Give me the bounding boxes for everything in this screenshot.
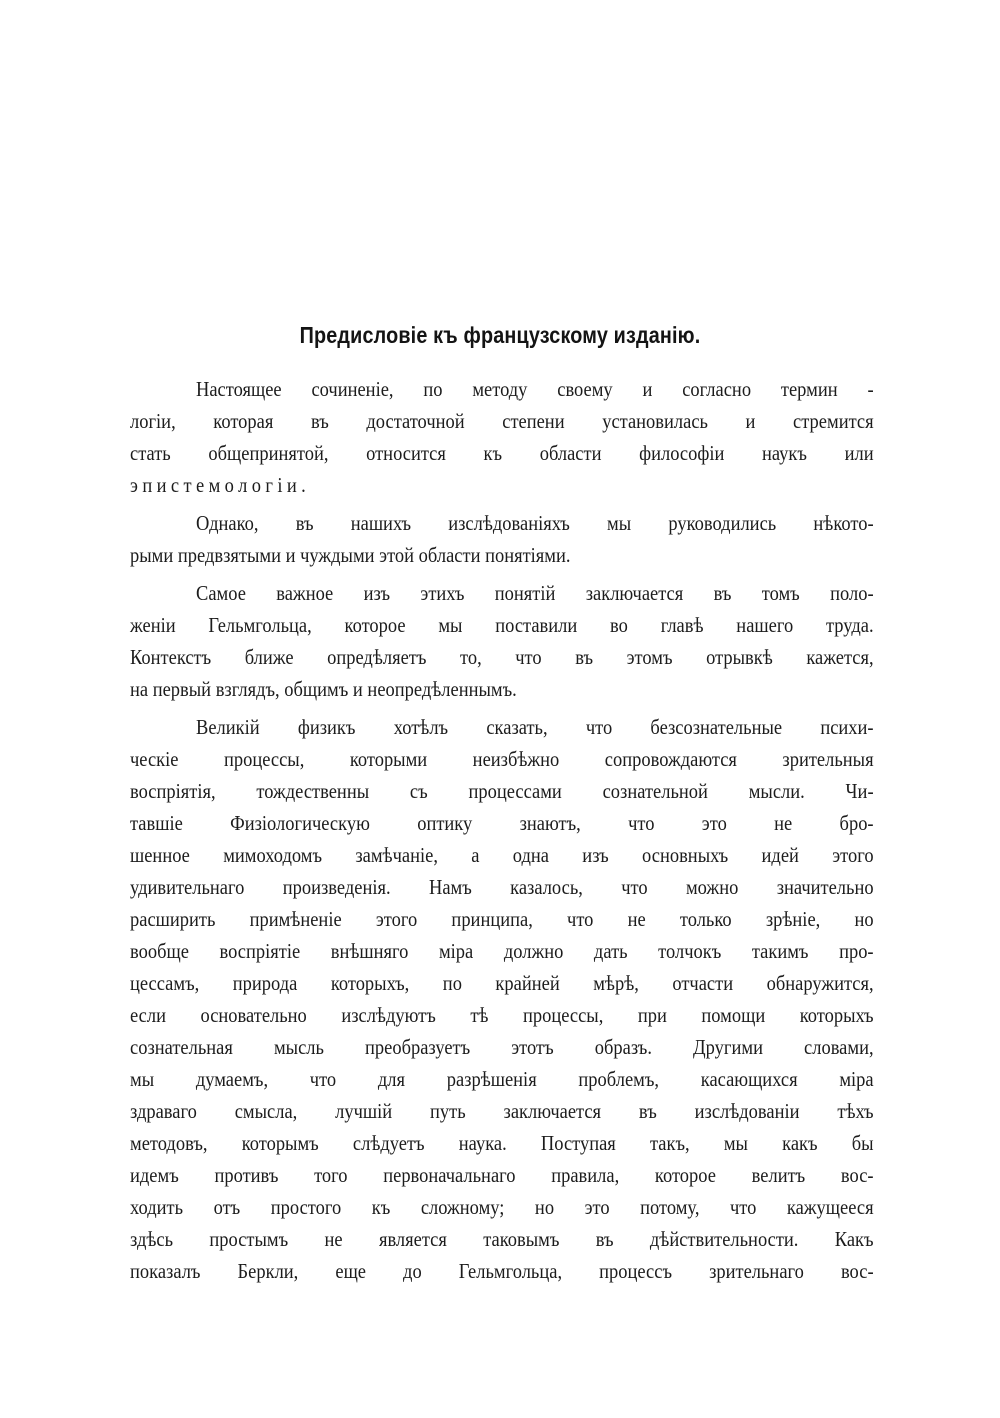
page-title: Предисловіе къ французскому изданію.: [299, 322, 701, 348]
text-line: ходить отъ простого къ сложному; но это потому, что кажущееся: [130, 1195, 874, 1219]
text-line: показалъ Беркли, еще до Гельмгольца, процессъ зрительнаго вос-: [130, 1259, 874, 1283]
text-line: цессамъ, природа которыхъ, по крайней мѣрѣ, отчасти обнаружится,: [130, 971, 874, 995]
text-line: здраваго смысла, лучшій путь заключается въ изслѣдованіи тѣхъ: [130, 1099, 874, 1123]
text-line: удивительнаго произведенія. Намъ казалось, что можно значительно: [130, 875, 874, 899]
text-line: Однако, въ нашихъ изслѣдованіяхъ мы руководились нѣкото-: [196, 511, 874, 535]
text-line: логіи, которая въ достаточной степени установилась и стремится: [130, 409, 874, 433]
text-line: шенное мимоходомъ замѣчаніе, а одна изъ основныхъ идей этого: [130, 843, 874, 867]
text-line: воспріятія, тождественны съ процессами сознательной мысли. Чи-: [130, 779, 874, 803]
text-line: тавшіе Физіологическую оптику знаютъ, что это не бро-: [130, 811, 874, 835]
text-line: Контекстъ ближе опредѣляетъ то, что въ этомъ отрывкѣ кажется,: [130, 645, 874, 669]
text-line: Великій физикъ хотѣлъ сказать, что безсознательные психи-: [196, 715, 874, 739]
text-line: сознательная мысль преобразуетъ этотъ образъ. Другими словами,: [130, 1035, 874, 1059]
text-line: ческіе процессы, которыми неизбѣжно сопровождаются зрительныя: [130, 747, 874, 771]
text-line: рыми предвзятыми и чуждыми этой области понятіями.: [130, 543, 571, 567]
text-line: расширить примѣненіе этого принципа, что не только зрѣніе, но: [130, 907, 874, 931]
text-line: вообще воспріятіе внѣшняго міра должно дать толчокъ такимъ про-: [130, 939, 874, 963]
text-line: здѣсь простымъ не является таковымъ въ дѣйствительности. Какъ: [130, 1227, 874, 1251]
text-line: методовъ, которымъ слѣдуетъ наука. Поступая такъ, мы какъ бы: [130, 1131, 874, 1155]
text-line: эпистемологіи.: [130, 473, 311, 497]
text-line: мы думаемъ, что для разрѣшенія проблемъ, касающихся міра: [130, 1067, 874, 1091]
text-line: на первый взглядъ, общимъ и неопредѣленнымъ.: [130, 677, 517, 701]
text-line: идемъ противъ того первоначальнаго правила, которое велитъ вос-: [130, 1163, 874, 1187]
text-line: стать общепринятой, относится къ области философіи наукъ или: [130, 441, 874, 465]
text-line: Самое важное изъ этихъ понятій заключается въ томъ поло-: [196, 581, 874, 605]
text-line: Настоящее сочиненіе, по методу своему и согласно термин -: [196, 377, 874, 401]
text-line: если основательно изслѣдуютъ тѣ процессы, при помощи которыхъ: [130, 1003, 874, 1027]
text-line: женіи Гельмгольца, которое мы поставили во главѣ нашего труда.: [130, 613, 874, 637]
document-body: [130, 373, 874, 1287]
